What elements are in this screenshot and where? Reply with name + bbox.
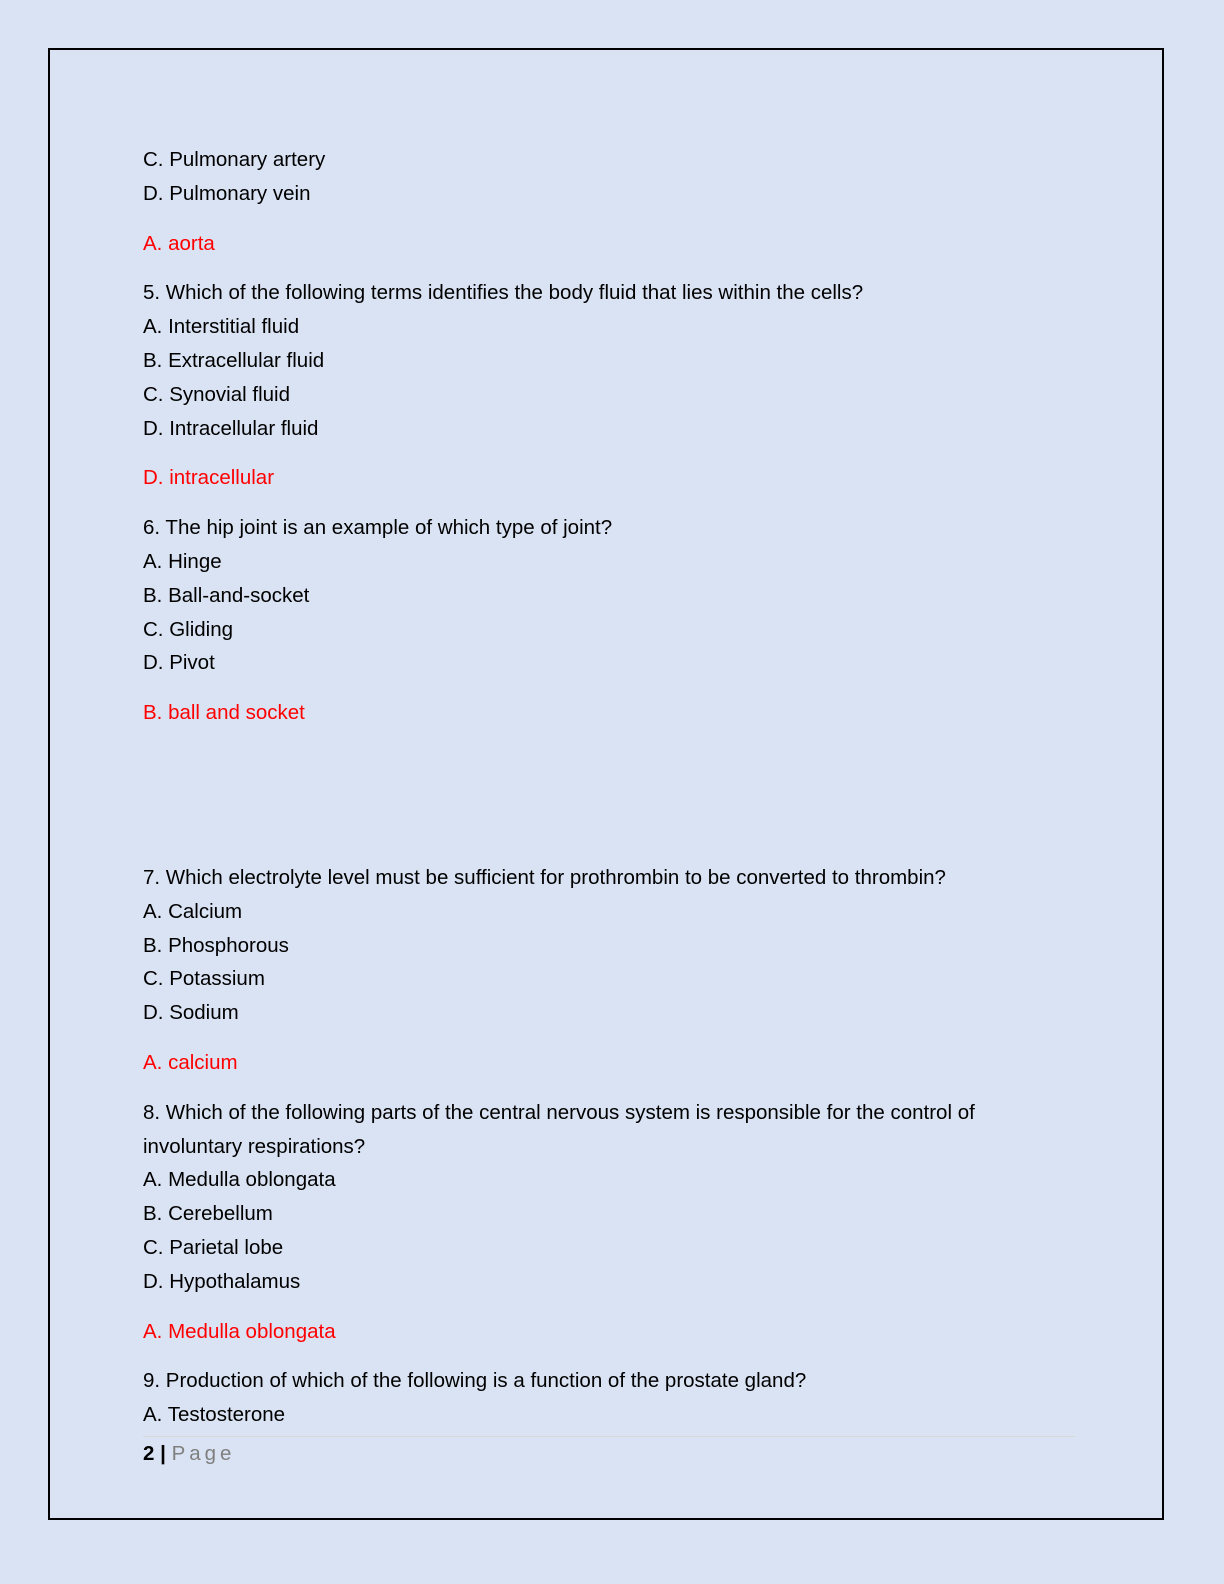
option-text: D. Pivot: [143, 651, 215, 675]
answer-line: D. intracellular: [143, 466, 275, 490]
question-text: 6. The hip joint is an example of which type of joint?: [143, 516, 613, 540]
question-text: 7. Which electrolyte level must be sufficient for prothrombin to be converted to thrombin?: [143, 865, 946, 889]
answer-line: A. Medulla oblongata: [143, 1319, 336, 1343]
page-footer: [143, 1436, 1075, 1469]
question-text: 9. Production of which of the following is a function of the prostate gland?: [143, 1369, 807, 1393]
document-body: [143, 143, 1078, 1432]
option-text: C. Synovial fluid: [143, 382, 290, 406]
option-text: C. Parietal lobe: [143, 1235, 284, 1259]
option-text: A. Calcium: [143, 899, 243, 923]
option-text: B. Ball-and-socket: [143, 583, 310, 607]
option-text: B. Phosphorous: [143, 933, 289, 957]
option-text: D. Intracellular fluid: [143, 416, 319, 440]
option-text: B. Cerebellum: [143, 1202, 273, 1226]
question-text: 5. Which of the following terms identifies the body fluid that lies within the cells?: [143, 281, 864, 305]
option-text: A. Testosterone: [143, 1403, 286, 1427]
option-text: C. Potassium: [143, 967, 265, 991]
option-text: D. Pulmonary vein: [143, 181, 311, 205]
answer-line: B. ball and socket: [143, 701, 305, 725]
page-label: Page: [171, 1442, 236, 1465]
option-text: A. Medulla oblongata: [143, 1168, 336, 1192]
option-text: D. Hypothalamus: [143, 1269, 301, 1293]
option-text: D. Sodium: [143, 1001, 239, 1025]
page-separator: |: [160, 1442, 166, 1465]
option-text: B. Extracellular fluid: [143, 348, 325, 372]
page-number: 2: [143, 1442, 155, 1465]
option-text: C. Gliding: [143, 617, 234, 641]
answer-line: A. calcium: [143, 1050, 238, 1074]
option-text: C. Pulmonary artery: [143, 148, 326, 171]
option-text: A. Hinge: [143, 549, 222, 573]
question-text: 8. Which of the following parts of the central nervous system is responsible for the control of involuntary respirations?: [143, 1100, 975, 1158]
blank-space: [143, 746, 1078, 861]
answer-line: A. aorta: [143, 231, 215, 255]
option-text: A. Interstitial fluid: [143, 315, 300, 339]
